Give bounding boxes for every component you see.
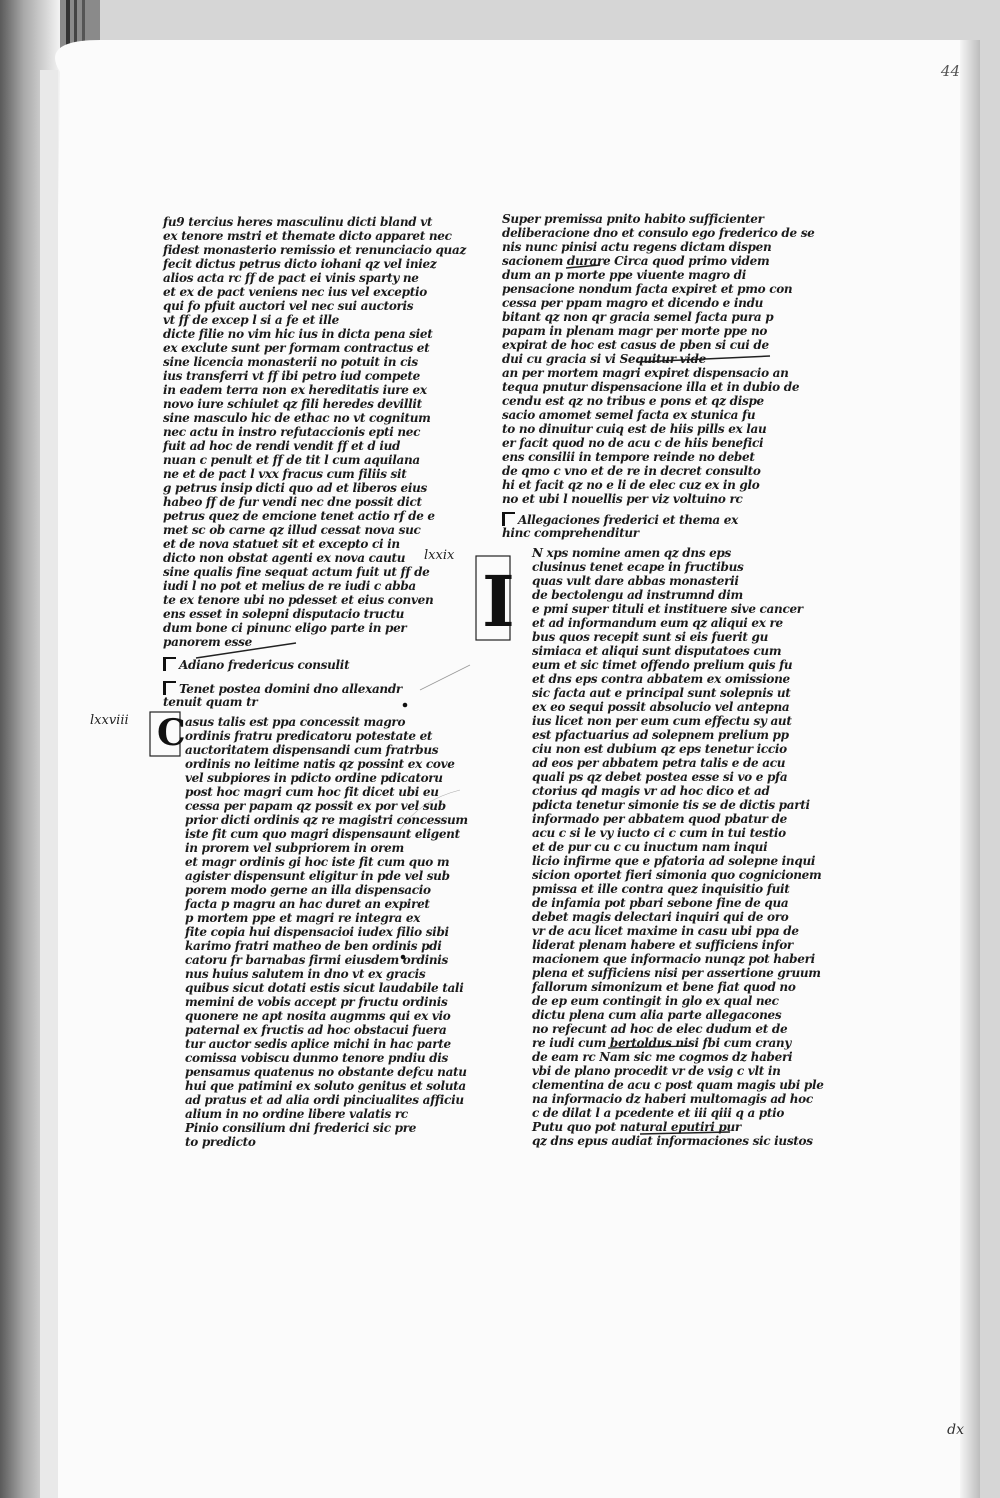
text-line: sine licencia monasterii no potuit in cis <box>163 355 418 369</box>
text-line: papam in plenam magr per morte ppe no <box>502 324 768 338</box>
text-line: qui fo pfuit auctori vel nec sui auctoris <box>163 299 414 313</box>
text-line: ens esset in solepni disputacio tructu <box>163 607 405 621</box>
text-line: sacionem durare Circa quod primo videm <box>502 254 770 268</box>
text-line: fuit ad hoc de rendi vendit ff et d iud <box>163 439 401 453</box>
text-line: c de dilat l a pcedente et iii qiii q a ptio <box>532 1106 785 1120</box>
text-line: et dns eps contra abbatem ex omissione <box>532 672 790 686</box>
text-line: alium in no ordine libere valatis rc <box>185 1107 408 1121</box>
text-line: ne et de pact l vxx fracus cum filiis sit <box>163 467 407 481</box>
text-line: Putu quo pot natural eputiri pur <box>532 1120 741 1134</box>
text-line: no et ubi l nouellis per viz voltuino rc <box>502 492 743 506</box>
text-line: to no dinuitur cuiq est de hiis pills ex lau <box>502 422 767 436</box>
text-line: pensamus quatenus no obstante defcu natu <box>185 1065 467 1079</box>
text-line: alios acta rc ff de pact ei vinis sparty ne <box>163 271 419 285</box>
text-line: sine qualis fine sequat actum fuit ut ff de <box>163 565 430 579</box>
text-line: est pfactuarius ad solepnem prelium pp <box>532 728 789 742</box>
text-line: hi et facit qz no e li de elec cuz ex in glo <box>502 478 760 492</box>
text-line: liderat plenam habere et sufficiens infor <box>532 938 793 952</box>
text-line: tur auctor sedis aplice michi in hac parte <box>185 1037 451 1051</box>
text-line: fu9 tercius heres masculinu dicti bland vt <box>163 215 433 229</box>
text-line: ordinis no leitime natis qz possint ex cove <box>185 757 455 771</box>
paragraph-block <box>502 546 824 1148</box>
text-line: hui que patimini ex soluto genitus et soluta <box>185 1079 466 1093</box>
paragraph-mark-icon <box>163 657 176 671</box>
text-line: dui cu gracia si vi Sequitur vide <box>502 352 706 366</box>
text-line: na informacio dz haberi multomagis ad hoc <box>532 1092 813 1106</box>
text-line: quali ps qz debet postea esse si vo e pfa <box>532 770 788 784</box>
text-line: sicion oportet fieri simonia quo cognicionem <box>532 868 822 882</box>
text-line: tequa pnutur dispensacione illa et in dubio de <box>502 380 800 394</box>
text-line: fecit dictus petrus dicto iohani qz vel iniez <box>163 257 437 271</box>
decorated-initial-c: C <box>157 712 186 754</box>
text-line: et ad informandum eum qz aliqui ex re <box>532 616 783 630</box>
text-line: facta p magru an hac duret an expiret <box>185 897 430 911</box>
text-line: pmissa et ille contra quez inquisitio fuit <box>532 882 790 896</box>
paragraph-block <box>502 212 815 506</box>
text-line: expirat de hoc est casus de pben si cui de <box>502 338 769 352</box>
folio-number: 44 <box>940 62 960 80</box>
text-line: simiaca et aliqui sunt disputatoes cum <box>532 644 782 658</box>
text-line: hinc comprehenditur <box>502 526 639 540</box>
text-line: novo iure schiulet qz fili heredes devillit <box>163 397 422 411</box>
text-line: ordinis fratru predicatoru potestate et <box>185 729 433 743</box>
rubric-heading: Allegaciones frederici et thema ex <box>502 512 762 526</box>
text-line: no refecunt ad hoc de elec dudum et de <box>532 1022 788 1036</box>
text-line: nuan c penult et ff de tit l cum aquilana <box>163 453 420 467</box>
text-line: quibus sicut dotati estis sicut laudabile tali <box>185 981 464 995</box>
text-line: karimo fratri matheo de ben ordinis pdi <box>185 939 442 953</box>
text-line: in eadem terra non ex hereditatis iure ex <box>163 383 427 397</box>
paragraph-mark-icon <box>502 512 515 526</box>
paragraph-mark-icon <box>163 681 176 695</box>
text-line: dicte filie no vim hic ius in dicta pena siet <box>163 327 433 341</box>
text-line: te ex tenore ubi no pdesset et eius conven <box>163 593 434 607</box>
text-line: p mortem ppe et magri re integra ex <box>185 911 421 925</box>
rubric-heading: Tenet postea domini dno allexandr <box>163 681 413 695</box>
text-line: e pmi super tituli et instituere sive cancer <box>532 602 803 616</box>
text-line: catoru fr barnabas firmi eiusdem ordinis <box>185 953 448 967</box>
text-line: vt ff de excep l si a fe et ille <box>163 313 339 327</box>
text-line: tenuit quam tr <box>163 695 258 709</box>
text-line: in prorem vel subpriorem in orem <box>185 841 404 855</box>
text-line: clementina de acu c post quam magis ubi ple <box>532 1078 824 1092</box>
text-line: petrus quez de emcione tenet actio rf de e <box>163 509 435 523</box>
text-line: paternal ex fructis ad hoc obstacui fuera <box>185 1023 447 1037</box>
text-line: de eam rc Nam sic me cogmos dz haberi <box>532 1050 793 1064</box>
text-line: macionem que informacio nunqz pot haberi <box>532 952 815 966</box>
decorated-initial-i: I <box>482 560 515 643</box>
text-line: habeo ff de fur vendi nec dne possit dict <box>163 495 422 509</box>
text-line: ens consilii in tempore reinde no debet <box>502 450 755 464</box>
text-line: sacio amomet semel facta ex stunica fu <box>502 408 756 422</box>
text-line: dum bone ci pinunc eligo parte in per <box>163 621 407 635</box>
margin-number-lxxviii: lxxviii <box>90 713 129 728</box>
text-column-right <box>502 212 824 1148</box>
text-line: fite copia hui dispensacioi iudex filio sibi <box>185 925 449 939</box>
text-line: ad eos per abbatem petra talis e de acu <box>532 756 786 770</box>
text-line: ex tenore mstri et themate dicto apparet nec <box>163 229 452 243</box>
text-line: porem modo gerne an illa dispensacio <box>185 883 431 897</box>
text-line: clusinus tenet ecape in fructibus <box>532 560 744 574</box>
text-line: Super premissa pnito habito sufficienter <box>502 212 764 226</box>
text-line: vr de acu licet maxime in casu ubi ppa de <box>532 924 799 938</box>
text-line: fidest monasterio remissio et renunciacio quaz <box>163 243 466 257</box>
text-line: ad pratus et ad alia ordi pinciualites afficiu <box>185 1093 464 1107</box>
text-line: quonere ne apt nosita augmms qui ex vio <box>185 1009 451 1023</box>
text-line: pdicta tenetur simonie tis se de dictis parti <box>532 798 810 812</box>
text-line: memini de vobis accept pr fructu ordinis <box>185 995 448 1009</box>
text-line: ius transferri vt ff ibi petro iud compete <box>163 369 420 383</box>
text-line: qz dns epus audiat informaciones sic iustos <box>532 1134 813 1148</box>
text-line: plena et sufficiens nisi per assertione gruum <box>532 966 821 980</box>
text-line: comissa vobiscu dunmo tenore pndiu dis <box>185 1051 448 1065</box>
text-line: vbi de plano procedit vr de vsig c vlt in <box>532 1064 781 1078</box>
text-line: nis nunc pinisi actu regens dictam dispen <box>502 240 772 254</box>
text-line: cendu est qz no tribus e pons et qz dispe <box>502 394 764 408</box>
text-line: cessa per ppam magro et dicendo e indu <box>502 296 764 310</box>
text-line: ciu non est dubium qz eps tenetur iccio <box>532 742 787 756</box>
text-line: met sc ob carne qz illud cessat nova suc <box>163 523 421 537</box>
text-line: ius licet non per eum cum effectu sy aut <box>532 714 792 728</box>
text-line: sic facta aut e principal sunt solepnis ut <box>532 686 791 700</box>
text-line: Pinio consilium dni frederici sic pre <box>185 1121 417 1135</box>
text-line: deliberacione dno et consulo ego frederico de se <box>502 226 815 240</box>
text-line: de infamia pot pbari sebone fine de qua <box>532 896 789 910</box>
text-line: g petrus insip dicti quo ad et liberos eius <box>163 481 427 495</box>
text-line: iste fit cum quo magri dispensaunt eligent <box>185 827 460 841</box>
text-line: sine masculo hic de ethac no vt cognitum <box>163 411 431 425</box>
text-line: agister dispensunt eligitur in pde vel sub <box>185 869 450 883</box>
text-line: quas vult dare abbas monasterii <box>532 574 739 588</box>
rubric-heading: Adiano fredericus consulit <box>163 657 413 671</box>
text-line: post hoc magri cum hoc fit dicet ubi eu <box>185 785 439 799</box>
text-line: ex eo sequi possit absolucio vel antepna <box>532 700 790 714</box>
text-line: panorem esse <box>163 635 252 649</box>
text-line: an per mortem magri expiret dispensacio an <box>502 366 789 380</box>
text-line: nus huius salutem in dno vt ex gracis <box>185 967 426 981</box>
text-line: re iudi cum bertoldus nisi fbi cum crany <box>532 1036 792 1050</box>
text-line: acu c si le vy iucto ci c cum in tui testio <box>532 826 786 840</box>
text-line: debet magis delectari inquiri qui de oro <box>532 910 789 924</box>
text-line: informado per abbatem quod pbatur de <box>532 812 787 826</box>
text-line: pensacione nondum facta expiret et pmo con <box>502 282 793 296</box>
text-line: auctoritatem dispensandi cum fratrbus <box>185 743 439 757</box>
text-line: vel subpiores in pdicto ordine pdicatoru <box>185 771 443 785</box>
text-line: bitant qz non qr gracia semel facta pura p <box>502 310 774 324</box>
paragraph-block <box>163 715 468 1149</box>
text-line: bus quos recepit sunt si eis fuerit gu <box>532 630 769 644</box>
text-line: er facit quod no de acu c de hiis benefici <box>502 436 764 450</box>
text-line: dicto non obstat agenti ex nova cautu <box>163 551 406 565</box>
text-line: prior dicti ordinis qz re magistri concessum <box>185 813 468 827</box>
signature-mark: dx <box>947 1422 964 1438</box>
text-line: to predicto <box>185 1135 256 1149</box>
text-line: dictu plena cum alia parte allegacones <box>532 1008 782 1022</box>
text-line: et de pur cu c cu inuctum nam inqui <box>532 840 768 854</box>
text-line: et magr ordinis gi hoc iste fit cum quo m <box>185 855 450 869</box>
margin-number-lxxix: lxxix <box>424 548 455 563</box>
text-line: de bectolengu ad instrumnd dim <box>532 588 743 602</box>
text-line: fallorum simonizum et bene fiat quod no <box>532 980 796 994</box>
text-line: de qmo c vno et de re in decret consulto <box>502 464 761 478</box>
text-line: eum et sic timet offendo prelium quis fu <box>532 658 793 672</box>
text-line: de ep eum contingit in glo ex qual nec <box>532 994 779 1008</box>
text-line: licio infirme que e pfatoria ad solepne inqui <box>532 854 816 868</box>
text-line: iudi l no pot et melius de re iudi c abba <box>163 579 416 593</box>
text-line: cessa per papam qz possit ex por vel sub <box>185 799 446 813</box>
text-line: nec actu in instro refutaccionis epti nec <box>163 425 421 439</box>
text-line: ctorius qd magis vr ad hoc dico et ad <box>532 784 770 798</box>
text-line: et ex de pact veniens nec ius vel exceptio <box>163 285 427 299</box>
text-line: asus talis est ppa concessit magro <box>185 715 406 729</box>
text-line: dum an p morte ppe viuente magro di <box>502 268 746 282</box>
text-line: ex exclute sunt per formam contractus et <box>163 341 430 355</box>
text-line: N xps nomine amen qz dns eps <box>532 546 731 560</box>
text-line: et de nova statuet sit et excepto ci in <box>163 537 400 551</box>
